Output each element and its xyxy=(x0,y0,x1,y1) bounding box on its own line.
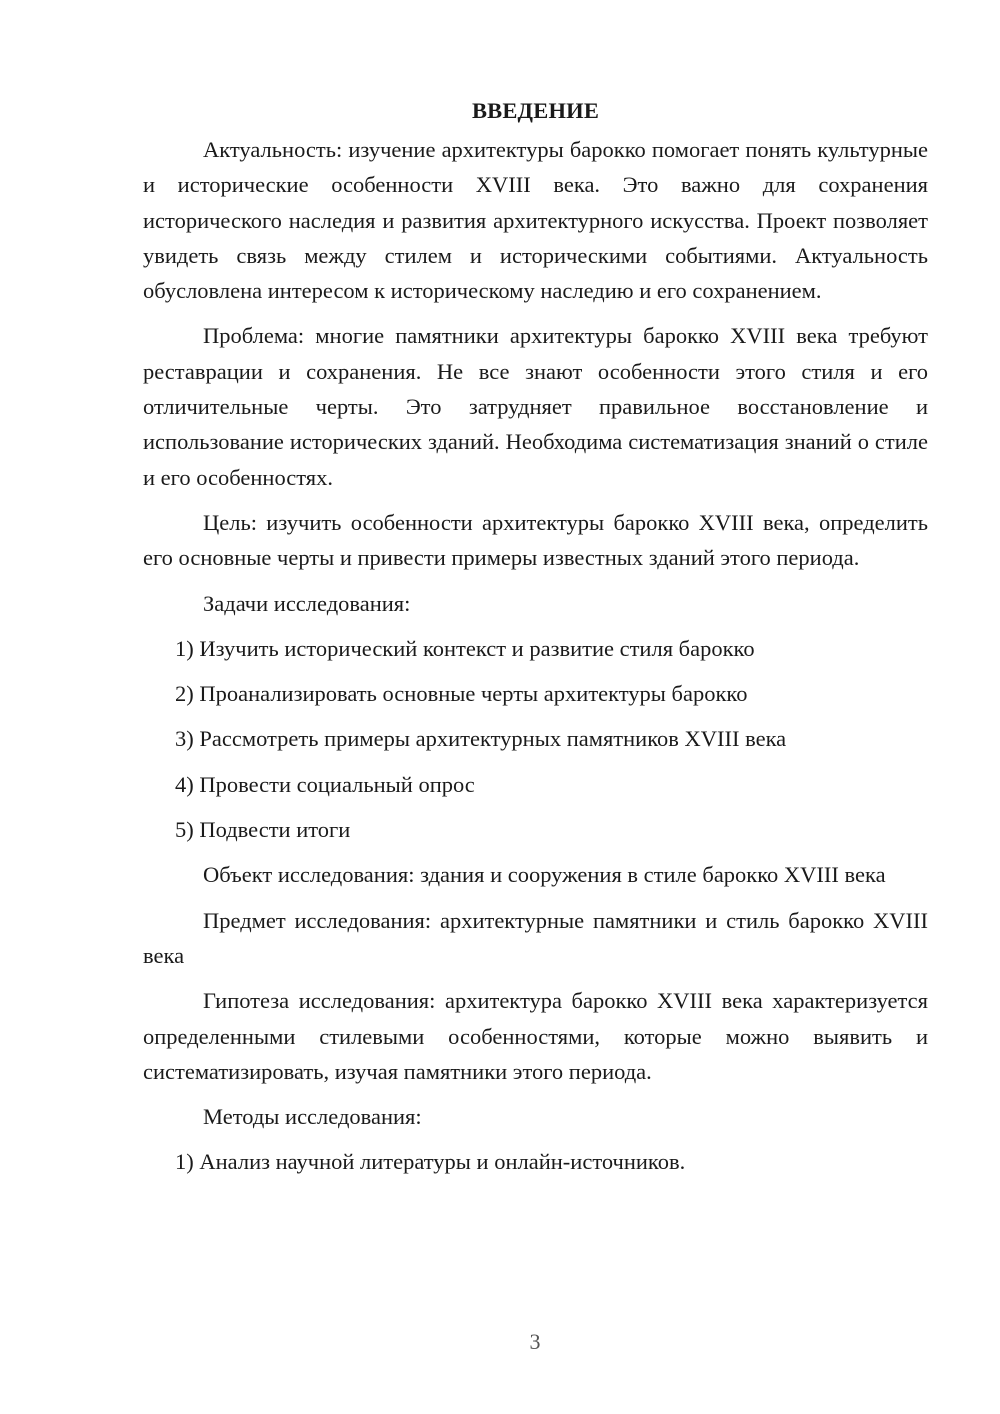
page-number: 3 xyxy=(529,1329,541,1354)
tasks-list xyxy=(143,631,928,847)
document-page xyxy=(143,92,928,1190)
list-item: 1) Изучить исторический контекст и развитие стиля барокко xyxy=(175,635,755,661)
problem-paragraph: Проблема: многие памятники архитектуры барокко XVIII века требуют реставрации и сохранения. Не все знают особенности этого стиля и его отличительные черты. Это затрудняет правильное восстановление и использование исторических зданий. Необходима систематизация знаний о стиле и его особенностях. xyxy=(143,323,928,490)
hypothesis-paragraph: Гипотеза исследования: архитектура барокко XVIII века характеризуется определенными стилевыми особенностями, которые можно выявить и систематизировать, изучая памятники этого периода. xyxy=(143,988,928,1084)
methods-list xyxy=(143,1144,928,1179)
object-paragraph: Объект исследования: здания и сооружения в стиле барокко XVIII века xyxy=(203,862,886,888)
list-item: 2) Проанализировать основные черты архитектуры барокко xyxy=(175,681,748,707)
list-item: 5) Подвести итоги xyxy=(175,817,351,843)
list-item: 4) Провести социальный опрос xyxy=(175,771,475,797)
tasks-heading: Задачи исследования: xyxy=(203,590,411,616)
goal-paragraph: Цель: изучить особенности архитектуры барокко XVIII века, определить его основные черты и привести примеры известных зданий этого периода. xyxy=(143,509,928,571)
list-item: 3) Рассмотреть примеры архитектурных памятников XVIII века xyxy=(175,726,787,752)
document-title: ВВЕДЕНИЕ xyxy=(471,98,600,123)
list-item: 1) Анализ научной литературы и онлайн-источников. xyxy=(175,1149,686,1175)
relevance-paragraph: Актуальность: изучение архитектуры барокко помогает понять культурные и исторические особенности XVIII века. Это важно для сохранения исторического наследия и развития архитектурного искусства. Проект позволяет увидеть связь между стилем и историческими событиями. Актуальность обусловлена интересом к историческому наследию и его сохранением. xyxy=(143,137,928,304)
subject-paragraph: Предмет исследования: архитектурные памятники и стиль барокко XVIII века xyxy=(143,907,928,968)
methods-heading: Методы исследования: xyxy=(203,1104,422,1130)
